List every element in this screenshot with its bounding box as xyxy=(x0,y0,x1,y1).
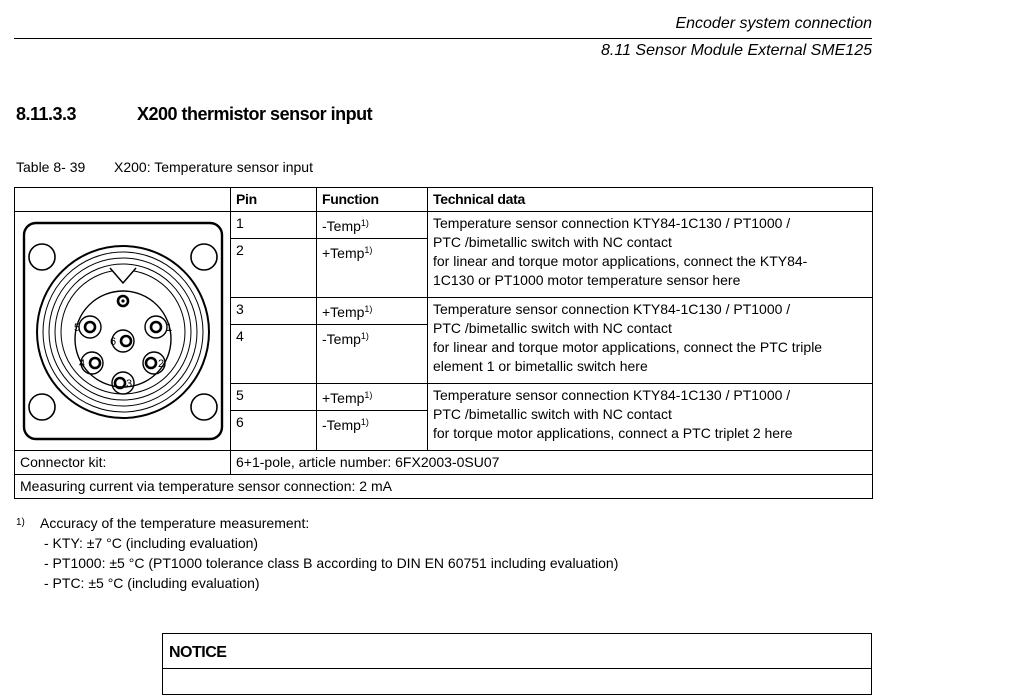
footnote xyxy=(16,513,618,593)
function-cell: +Temp$^{1)}$ xyxy=(317,298,428,325)
pin-cell: 6 xyxy=(231,411,317,451)
pin-cell: 2 xyxy=(231,239,317,298)
footnote-ref: 1) xyxy=(364,304,373,314)
function-cell: +Temp$^{1)}$ xyxy=(317,239,428,298)
connector-kit-row xyxy=(15,451,873,475)
column-header-technical-data: Technical data xyxy=(428,188,873,212)
header-section: 8.11 Sensor Module External SME125 xyxy=(601,42,872,59)
footnote-intro: Accuracy of the temperature measurement: xyxy=(40,515,310,531)
footnote-mark: 1) xyxy=(16,517,25,528)
pin-cell: 3 xyxy=(231,298,317,325)
connector-diagram-cell xyxy=(15,212,231,451)
connector-pin-1 xyxy=(145,316,172,338)
measuring-current-row xyxy=(15,475,873,499)
footnote-ref: 1) xyxy=(360,331,369,341)
footnote-ref: 1) xyxy=(360,417,369,427)
connector-pin-2 xyxy=(143,352,165,374)
table-row xyxy=(15,212,873,239)
pin-label-4: 4 xyxy=(78,358,85,370)
technical-data-cell: Temperature sensor connection KTY84-1C130 / PT1000 / PTC /bimetallic switch with NC contact for torque motor applications, connect a PTC triplet 2 here xyxy=(428,384,873,451)
function-cell: -Temp$^{1)}$ xyxy=(317,411,428,451)
header-rule xyxy=(14,38,872,39)
technical-data-cell: Temperature sensor connection KTY84-1C130 / PT1000 / PTC /bimetallic switch with NC contact for linear and torque motor applications, connect the KTY84- 1C130 or PT1000 motor temperature sensor here xyxy=(428,212,873,298)
pin-label-3: 3 xyxy=(125,378,132,390)
notice-title: NOTICE xyxy=(169,644,227,661)
pin-cell: 1 xyxy=(231,212,317,239)
function-cell: -Temp$^{1)}$ xyxy=(317,212,428,239)
section-title: X200 thermistor sensor input xyxy=(137,104,373,124)
table-header-row xyxy=(15,188,873,212)
mounting-hole-br xyxy=(191,394,217,420)
footnote-ref: 1) xyxy=(364,245,373,255)
connector-pin-5 xyxy=(74,316,101,338)
mounting-hole-tl xyxy=(29,244,55,270)
pin-label-2: 2 xyxy=(157,358,164,370)
connector-flange xyxy=(24,223,222,439)
table-caption-title: X200: Temperature sensor input xyxy=(114,159,313,175)
section-heading xyxy=(16,104,372,125)
pin-label-6: 6 xyxy=(109,336,116,348)
column-header-function: Function xyxy=(317,188,428,212)
table-caption xyxy=(16,159,313,175)
footnote-ref: 1) xyxy=(364,390,373,400)
table-caption-number: Table 8- 39 xyxy=(16,159,86,175)
footnote-ref: 1) xyxy=(360,218,369,228)
pin-label-1: 1 xyxy=(165,322,172,334)
function-cell: -Temp$^{1)}$ xyxy=(317,325,428,384)
mounting-hole-bl xyxy=(29,394,55,420)
header-chapter: Encoder system connection xyxy=(675,15,872,32)
footnote-item-ptc: - PTC: ±5 °C (including evaluation) xyxy=(44,575,260,591)
mounting-hole-tr xyxy=(191,244,217,270)
connector-key xyxy=(110,268,136,283)
pin-cell: 4 xyxy=(231,325,317,384)
header-blank xyxy=(15,188,231,212)
footnote-item-pt1000: - PT1000: ±5 °C (PT1000 tolerance class B according to DIN EN 60751 including evaluation) xyxy=(44,555,619,571)
connector-diagram xyxy=(20,217,226,445)
pin-table xyxy=(14,187,873,499)
notice-rule xyxy=(163,668,871,669)
pin-label-5: 5 xyxy=(73,322,80,334)
function-cell: +Temp$^{1)}$ xyxy=(317,384,428,411)
connector-pin-3 xyxy=(112,372,134,394)
connector-kit-value: 6+1-pole, article number: 6FX2003-0SU07 xyxy=(231,451,873,475)
measuring-current-text: Measuring current via temperature sensor connection: 2 mA xyxy=(15,475,873,499)
column-header-pin: Pin xyxy=(231,188,317,212)
pin-cell: 5 xyxy=(231,384,317,411)
connector-kit-label: Connector kit: xyxy=(15,451,231,475)
technical-data-cell: Temperature sensor connection KTY84-1C130 / PT1000 / PTC /bimetallic switch with NC contact for linear and torque motor applications, connect the PTC triple element 1 or bimetallic switch here xyxy=(428,298,873,384)
notice-box xyxy=(162,633,872,695)
connector-pin-4 xyxy=(79,352,103,374)
connector-pin-6 xyxy=(110,330,134,352)
footnote-item-kty: - KTY: ±7 °C (including evaluation) xyxy=(44,535,259,551)
section-number: 8.11.3.3 xyxy=(16,104,77,124)
connector-pin-0 xyxy=(118,296,128,306)
